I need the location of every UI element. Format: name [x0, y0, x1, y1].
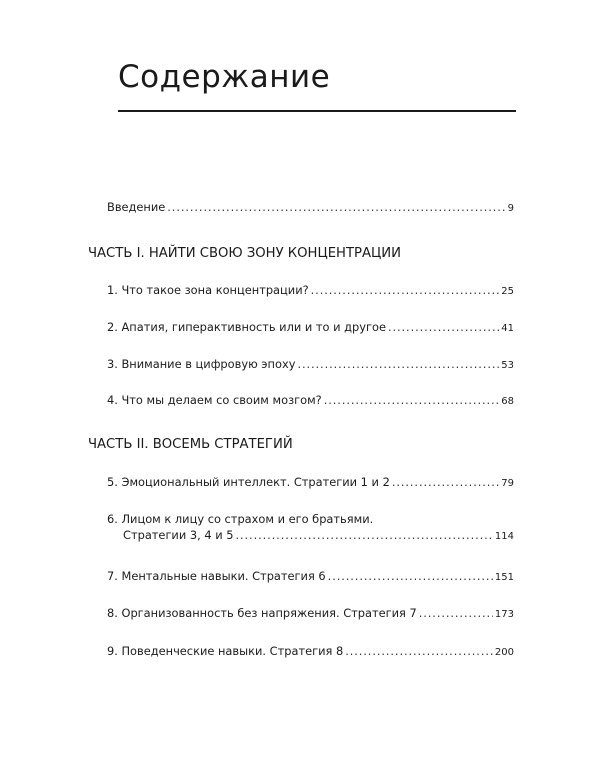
- entry-label: 1. Что такое зона концентрации?: [107, 283, 309, 297]
- entry-continuation: [107, 527, 514, 545]
- page-number: 151: [494, 572, 514, 583]
- page-number: 25: [501, 286, 514, 297]
- toc-entry-chapter-9[interactable]: [107, 643, 514, 661]
- dot-leader: [419, 605, 493, 621]
- entry-label: 6. Лицом к лицу со страхом и его братьями.: [107, 512, 374, 526]
- page-number: 41: [501, 323, 514, 334]
- toc-entry-chapter-1[interactable]: [107, 282, 514, 300]
- dot-leader: [235, 527, 492, 543]
- entry-label: Введение: [107, 200, 166, 214]
- entry-label: 3. Внимание в цифровую эпоху: [107, 357, 296, 371]
- dot-leader: [328, 568, 493, 584]
- dot-leader: [392, 474, 499, 490]
- entry-label: 7. Ментальные навыки. Стратегия 6: [107, 569, 326, 583]
- dot-leader: [311, 282, 500, 298]
- page-number: 114: [494, 531, 514, 542]
- page-number: 200: [494, 647, 514, 658]
- part-heading-1: ЧАСТЬ I. НАЙТИ СВОЮ ЗОНУ КОНЦЕНТРАЦИИ: [88, 246, 401, 261]
- toc-entry-chapter-3[interactable]: [107, 356, 514, 374]
- entry-label: 5. Эмоциональный интеллект. Стратегии 1 и 2: [107, 475, 390, 489]
- entry-label: 8. Организованность без напряжения. Стратегия 7: [107, 606, 417, 620]
- dot-leader: [167, 199, 505, 215]
- part-heading-2: ЧАСТЬ II. ВОСЕМЬ СТРАТЕГИЙ: [88, 437, 293, 452]
- toc-entry-chapter-7[interactable]: [107, 568, 514, 586]
- page-number: 68: [501, 396, 514, 407]
- entry-label: 2. Апатия, гиперактивность или и то и другое: [107, 320, 386, 334]
- entry-label: 9. Поведенческие навыки. Стратегия 8: [107, 644, 344, 658]
- toc-entry-chapter-4[interactable]: [107, 392, 514, 410]
- toc-entry-chapter-6[interactable]: [107, 511, 514, 545]
- page-number: 53: [501, 360, 514, 371]
- toc-entry-chapter-2[interactable]: [107, 319, 514, 337]
- page-number: 173: [494, 609, 514, 620]
- page-title: Содержание: [118, 59, 331, 95]
- dot-leader: [388, 319, 499, 335]
- dot-leader: [324, 392, 500, 408]
- page-number: 9: [507, 203, 514, 214]
- toc-entry-chapter-5[interactable]: [107, 474, 514, 492]
- entry-label-line-2: Стратегии 3, 4 и 5: [123, 528, 234, 542]
- toc-entry-intro[interactable]: [107, 199, 514, 217]
- entry-label: 4. Что мы делаем со своим мозгом?: [107, 393, 322, 407]
- toc-entry-chapter-8[interactable]: [107, 605, 514, 623]
- dot-leader: [345, 643, 493, 659]
- page-number: 79: [501, 478, 514, 489]
- dot-leader: [297, 356, 499, 372]
